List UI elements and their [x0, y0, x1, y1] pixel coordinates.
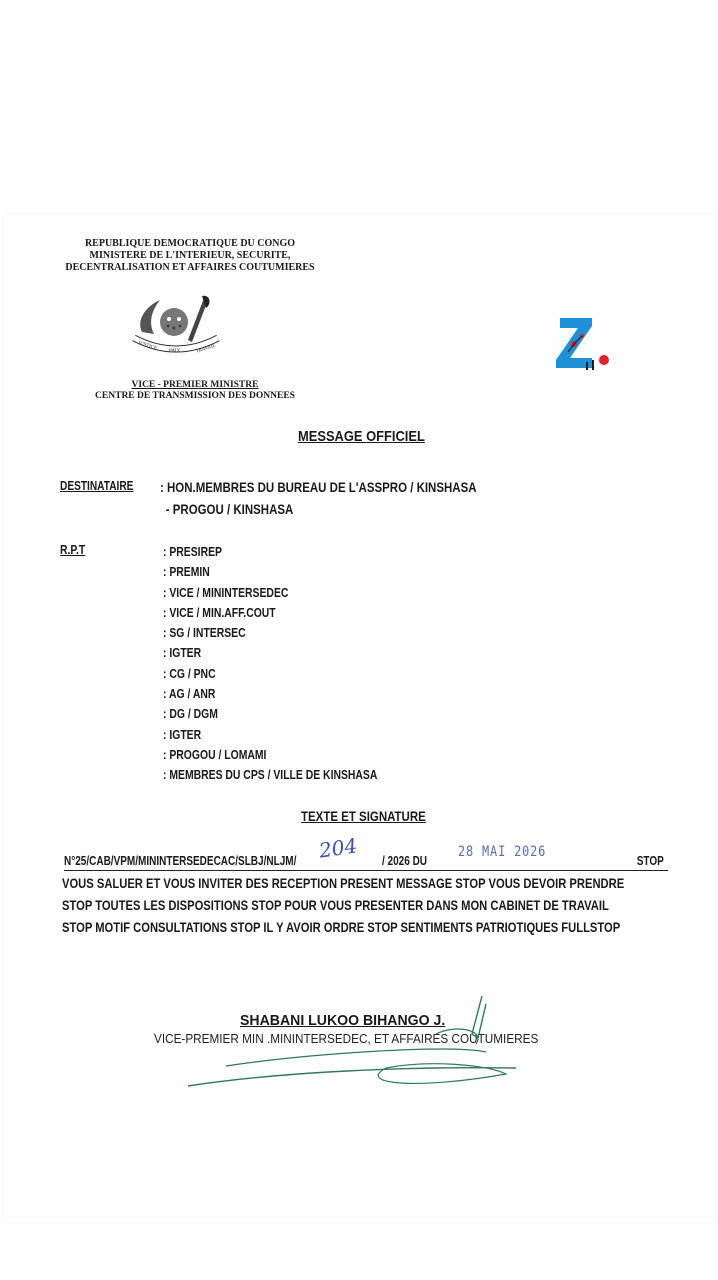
rpt-item: : VICE / MIN.AFF.COUT [163, 604, 276, 620]
signatory-title: VICE-PREMIER MIN .MININTERSEDEC, ET AFFAIRES COUTUMIERES [154, 1032, 539, 1046]
handwritten-number: 204 [317, 833, 359, 863]
watermark-logo-icon [552, 314, 614, 376]
office-title: VICE - PREMIER MINISTRE [131, 380, 259, 390]
reference-line [64, 833, 668, 871]
body-line: VOUS SALUER ET VOUS INVITER DES RECEPTION PRESENT MESSAGE STOP VOUS DEVOIR PRENDRE [62, 875, 625, 891]
rpt-item: : SG / INTERSEC [163, 625, 246, 641]
body-line: STOP MOTIF CONSULTATIONS STOP IL Y AVOIR ORDRE STOP SENTIMENTS PATRIOTIQUES FULLSTOP [62, 919, 621, 935]
section-title: TEXTE ET SIGNATURE [301, 808, 426, 824]
reference-year: / 2026 DU [382, 854, 428, 868]
signatory-name: SHABANI LUKOO BIHANGO J. [240, 1012, 446, 1029]
date-stamp: 28 MAI 2026 [458, 844, 547, 860]
rpt-item: : AG / ANR [163, 686, 216, 702]
rpt-item: : VICE / MININTERSEDEC [163, 584, 289, 600]
destinataire-list [160, 476, 477, 520]
coat-of-arms-icon [128, 294, 224, 358]
destinataire-line: : HON.MEMBRES DU BUREAU DE L'ASSPRO / KINSHASA [160, 479, 477, 495]
crest-motto-mid: PAIX [169, 349, 181, 354]
rpt-label: R.P.T [60, 542, 86, 557]
message-body [62, 872, 702, 938]
destinataire-line: - PROGOU / KINSHASA [165, 501, 294, 517]
message-title: MESSAGE OFFICIEL [298, 428, 425, 445]
body-line: STOP TOUTES LES DISPOSITIONS STOP POUR VOUS PRESENTER DANS MON CABINET DE TRAVAIL [62, 897, 609, 913]
header-ministry: MINISTERE DE L'INTERIEUR, SECURITE, [89, 250, 291, 261]
rpt-item: : CG / PNC [163, 665, 216, 681]
rpt-item: : IGTER [163, 645, 202, 661]
crest-motto-left: JUSTICE [137, 340, 158, 352]
rpt-item: : PRESIREP [163, 544, 222, 559]
reference-number: N°25/CAB/VPM/MININTERSEDECAC/SLBJ/NLJM/ [64, 854, 297, 868]
rpt-item: : DG / DGM [163, 706, 218, 722]
document-header [60, 238, 320, 274]
header-ministry-2: DECENTRALISATION ET AFFAIRES COUTUMIERES [65, 262, 315, 273]
office-header [80, 380, 310, 402]
office-subtitle: CENTRE DE TRANSMISSION DES DONNEES [95, 391, 295, 401]
rpt-item: : IGTER [163, 726, 202, 742]
reference-stop: STOP [636, 854, 664, 868]
header-country: REPUBLIQUE DEMOCRATIQUE DU CONGO [84, 238, 296, 249]
handwritten-signature [186, 994, 526, 1094]
rpt-list [163, 542, 377, 786]
crest-motto-right: TRAVAIL [195, 343, 217, 355]
rpt-item: : PREMIN [163, 564, 210, 580]
rpt-item: : MEMBRES DU CPS / VILLE DE KINSHASA [163, 767, 378, 783]
destinataire-label: DESTINATAIRE [60, 478, 134, 493]
rpt-item: : PROGOU / LOMAMI [163, 746, 267, 762]
